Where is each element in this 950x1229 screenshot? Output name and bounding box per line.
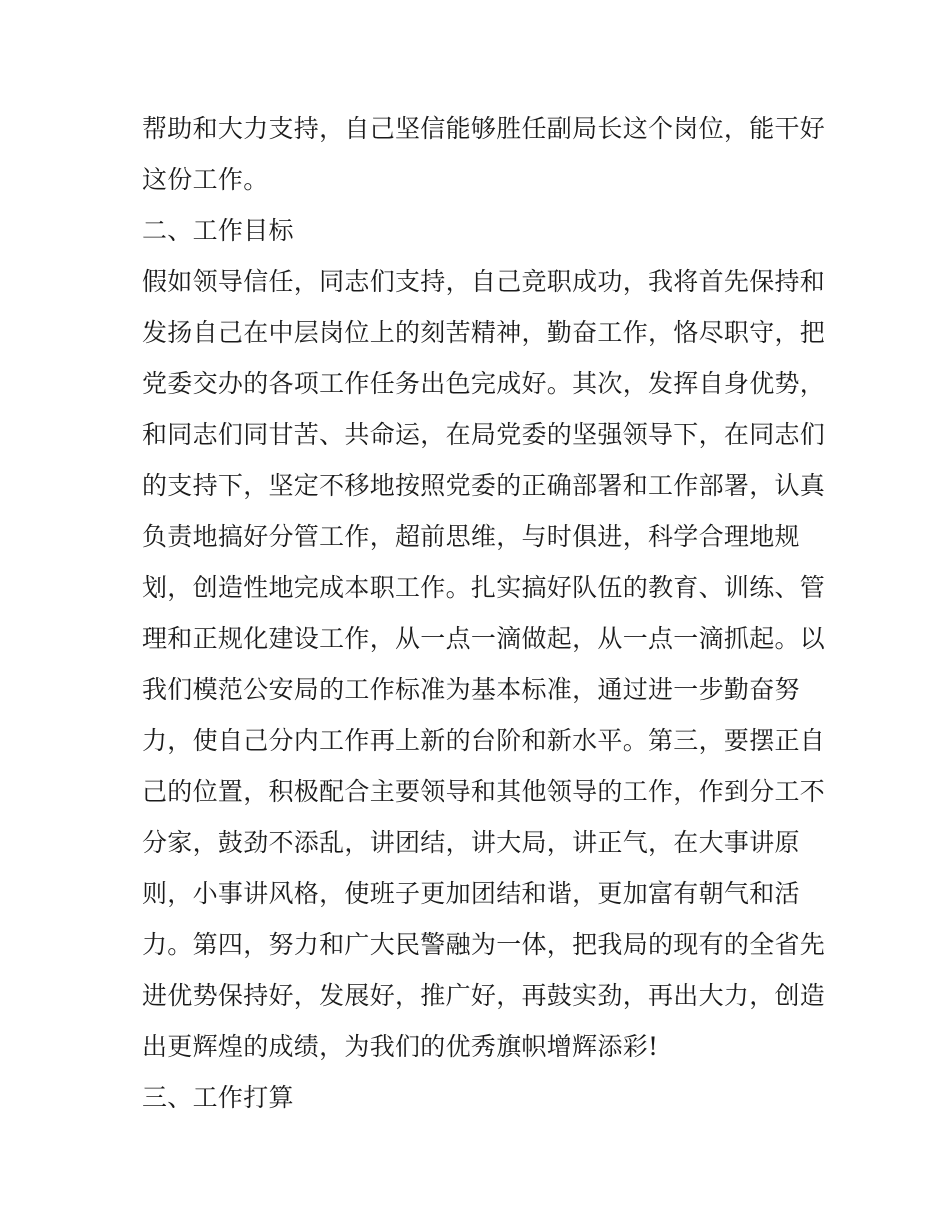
paragraph-line: 分家，鼓劲不添乱，讲团结，讲大局，讲正气，在大事讲原 (142, 828, 800, 857)
paragraph-line: 理和正规化建设工作，从一点一滴做起，从一点一滴抓起。以 (142, 624, 826, 653)
paragraph-line: 发扬自己在中层岗位上的刻苦精神，勤奋工作，恪尽职守，把 (142, 318, 826, 347)
paragraph-line: 力，使自己分内工作再上新的台阶和新水平。第三，要摆正自 (142, 726, 826, 755)
paragraph-line: 进优势保持好，发展好，推广好，再鼓实劲，再出大力，创造 (142, 981, 826, 1010)
paragraph-line: 帮助和大力支持，自己坚信能够胜任副局长这个岗位，能干好 (142, 114, 826, 143)
paragraph-line: 我们模范公安局的工作标准为基本标准，通过进一步勤奋努 (142, 675, 800, 704)
paragraph-line: 力。第四，努力和广大民警融为一体，把我局的现有的全省先 (142, 930, 826, 959)
section-heading: 三、工作打算 (142, 1083, 294, 1112)
section-heading: 二、工作目标 (142, 216, 294, 245)
paragraph-line: 则，小事讲风格，使班子更加团结和谐，更加富有朝气和活 (142, 879, 800, 908)
paragraph-line: 划，创造性地完成本职工作。扎实搞好队伍的教育、训练、管 (142, 573, 826, 602)
paragraph-line: 这份工作。 (142, 165, 269, 194)
paragraph-line: 己的位置，积极配合主要领导和其他领导的工作，作到分工不 (142, 777, 826, 806)
paragraph-line: 负责地搞好分管工作，超前思维，与时俱进，科学合理地规 (142, 522, 800, 551)
paragraph-line: 出更辉煌的成绩，为我们的优秀旗帜增辉添彩! (142, 1032, 659, 1061)
paragraph-line: 党委交办的各项工作任务出色完成好。其次，发挥自身优势， (142, 369, 826, 398)
paragraph-line: 的支持下，坚定不移地按照党委的正确部署和工作部署，认真 (142, 471, 826, 500)
paragraph-line: 和同志们同甘苦、共命运，在局党委的坚强领导下，在同志们 (142, 420, 826, 449)
paragraph-line: 假如领导信任，同志们支持，自己竞职成功，我将首先保持和 (142, 267, 826, 296)
